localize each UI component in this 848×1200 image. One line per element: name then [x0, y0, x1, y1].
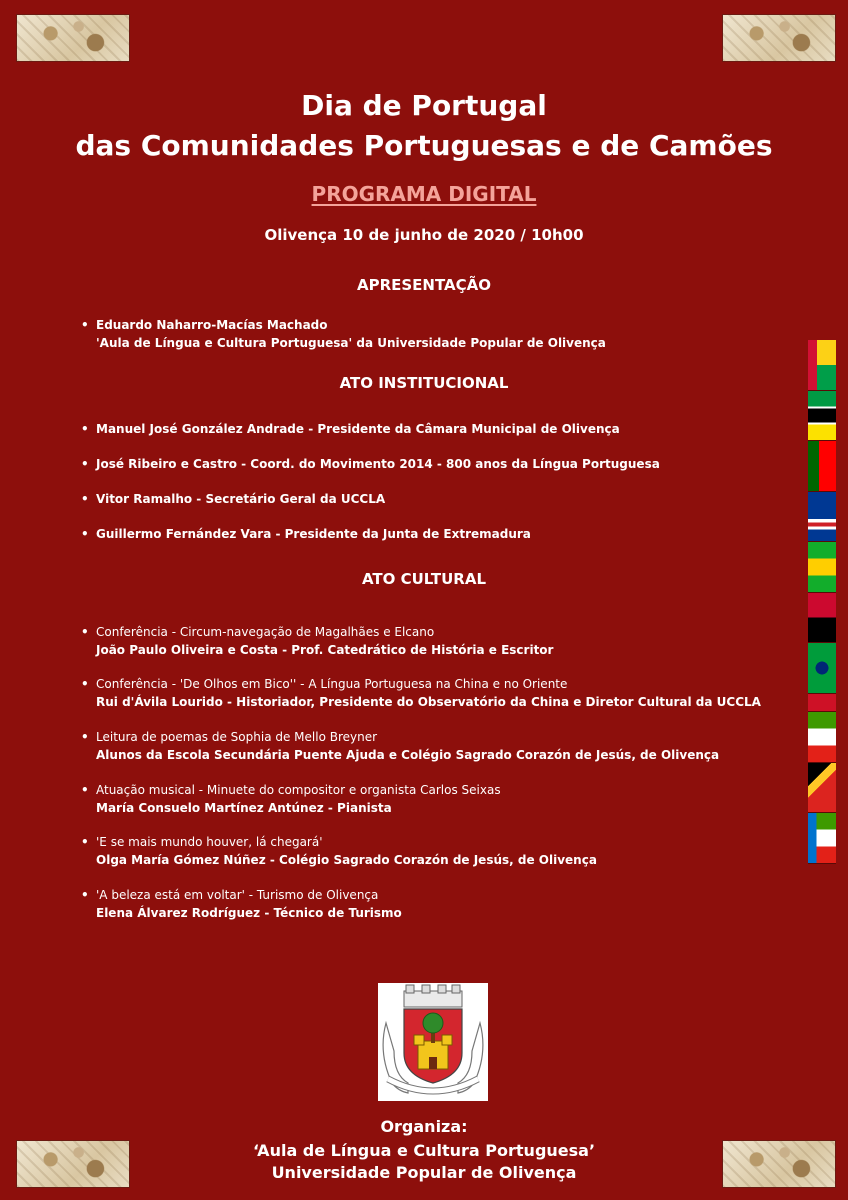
- programa-digital-link[interactable]: PROGRAMA DIGITAL: [311, 182, 537, 206]
- date-line: Olivença 10 de junho de 2020 / 10h00: [264, 226, 584, 244]
- cape-verde-flag: [808, 492, 836, 543]
- old-map-image-top-right: [722, 14, 836, 62]
- guinea-bissau-flag: [808, 340, 836, 391]
- item-detail: Rui d'Ávila Lourido - Historiador, Presidente do Observatório da China e Diretor Cultural da UCCLA: [96, 695, 761, 709]
- item-detail: Alunos da Escola Secundária Puente Ajuda e Colégio Sagrado Corazón de Jesús, de Olivença: [96, 748, 720, 762]
- organiza-label: Organiza:: [380, 1117, 468, 1136]
- organiza-line-2: Universidade Popular de Olivença: [271, 1163, 577, 1182]
- angola-flag: [808, 593, 836, 644]
- list-item: [96, 623, 796, 659]
- item-name: • Vitor Ramalho - Secretário Geral da UCCLA: [96, 492, 386, 506]
- old-map-image-top-left: [16, 14, 130, 62]
- list-item: [96, 490, 796, 508]
- list-item: [96, 455, 796, 473]
- guinea-bissau-flag-2: [808, 694, 836, 712]
- item-title: • Atuação musical - Minuete do compositor e organista Carlos Seixas: [96, 783, 501, 797]
- item-title: • Conferência - Circum-navegação de Magalhães e Elcano: [96, 625, 435, 639]
- item-detail: 'Aula de Língua e Cultura Portuguesa' da Universidade Popular de Olivença: [96, 336, 606, 350]
- item-name: • José Ribeiro e Castro - Coord. do Movimento 2014 - 800 anos da Língua Portuguesa: [96, 457, 660, 471]
- item-name: • Eduardo Naharro-Macías Machado: [96, 318, 328, 332]
- list-item: [96, 833, 796, 869]
- section-ato-institucional: ATO INSTITUCIONAL: [339, 374, 509, 392]
- section-ato-cultural: ATO CULTURAL: [361, 570, 487, 588]
- item-detail: Olga María Gómez Núñez - Colégio Sagrado Corazón de Jesús, de Olivença: [96, 853, 597, 867]
- list-item: [96, 316, 796, 352]
- list-item: [96, 886, 796, 922]
- list-item: [96, 781, 796, 817]
- equatorial-guinea-flag: [808, 712, 836, 763]
- brazil-flag: [808, 643, 836, 694]
- sao-tome-flag: [808, 542, 836, 593]
- section-apresentacao: APRESENTAÇÃO: [356, 276, 492, 294]
- portugal-flag: [808, 441, 836, 492]
- east-timor-flag: [808, 763, 836, 814]
- item-name: • Manuel José González Andrade - Presidente da Câmara Municipal de Olivença: [96, 422, 620, 436]
- item-title: • Leitura de poemas de Sophia de Mello Breyner: [96, 730, 378, 744]
- list-item: [96, 728, 796, 764]
- item-detail: João Paulo Oliveira e Costa - Prof. Catedrático de História e Escritor: [96, 643, 554, 657]
- olivenca-coat-of-arms: [378, 983, 488, 1101]
- list-item: [96, 675, 796, 711]
- list-item: [96, 525, 796, 543]
- list-item: [96, 420, 796, 438]
- item-detail: María Consuelo Martínez Antúnez - Pianista: [96, 801, 392, 815]
- equatorial-guinea-flag-2: [808, 813, 836, 864]
- title-line-1: Dia de Portugal: [301, 89, 547, 122]
- item-title: • 'A beleza está em voltar' - Turismo de Olivença: [96, 888, 379, 902]
- item-name: • Guillermo Fernández Vara - Presidente da Junta de Extremadura: [96, 527, 531, 541]
- flags-strip: [808, 340, 836, 864]
- title-line-2: das Comunidades Portuguesas e de Camões: [75, 129, 773, 162]
- organiza-line-1: ‘Aula de Língua e Cultura Portuguesa’: [252, 1141, 596, 1160]
- item-detail: Elena Álvarez Rodríguez - Técnico de Turismo: [96, 906, 402, 920]
- item-title: • Conferência - 'De Olhos em Bico'' - A Língua Portuguesa na China e no Oriente: [96, 677, 568, 691]
- item-title: • 'E se mais mundo houver, lá chegará': [96, 835, 323, 849]
- mozambique-flag: [808, 391, 836, 442]
